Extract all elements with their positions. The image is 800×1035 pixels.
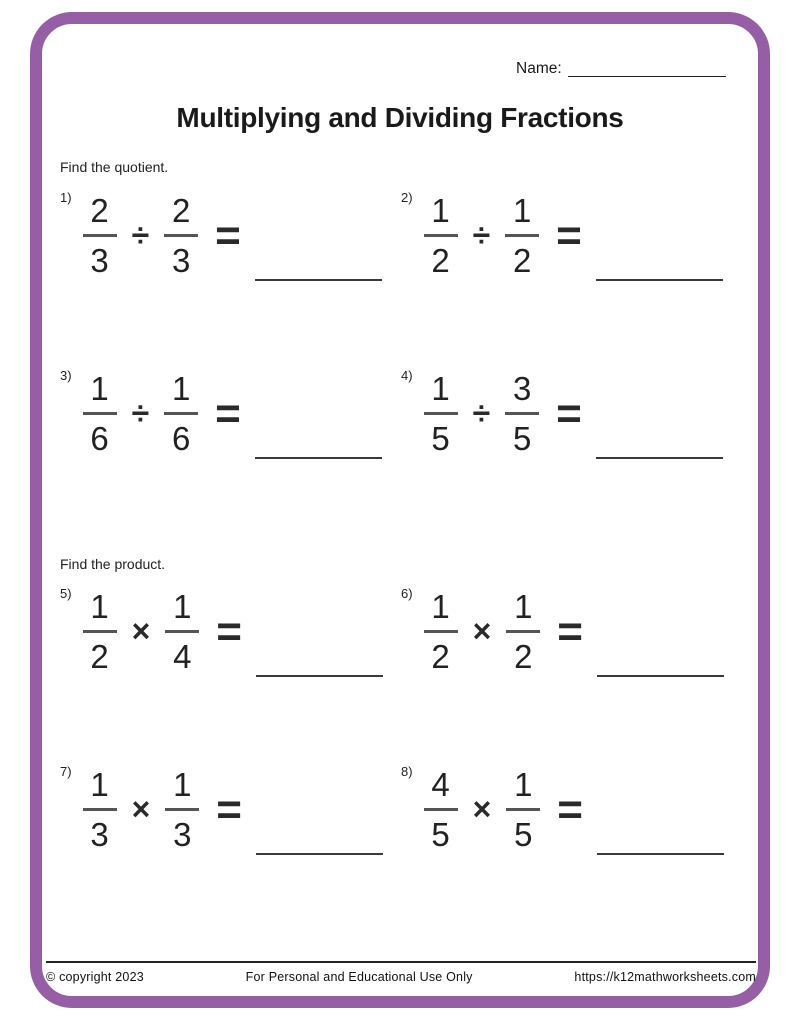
equals-sign: = <box>557 784 583 834</box>
numerator: 3 <box>512 370 532 407</box>
numerator: 2 <box>171 192 191 229</box>
numerator: 1 <box>90 370 109 407</box>
denominator: 5 <box>514 815 533 853</box>
fraction-1 <box>83 372 117 455</box>
answer-line <box>596 457 723 459</box>
problem-number: 2) <box>401 190 413 205</box>
instruction-product: Find the product. <box>60 556 166 572</box>
denominator: 3 <box>173 815 192 853</box>
equation <box>424 768 724 851</box>
denominator: 3 <box>90 241 109 279</box>
equals-sign: = <box>215 388 241 438</box>
equation <box>83 590 383 673</box>
denominator: 2 <box>431 637 450 675</box>
fraction-1 <box>83 194 117 277</box>
equals-sign: = <box>216 784 242 834</box>
fraction-1 <box>424 194 458 277</box>
equation <box>424 194 723 277</box>
problem-number: 7) <box>60 764 72 779</box>
name-blank-line <box>568 62 726 77</box>
footer-divider <box>46 961 756 963</box>
answer-line <box>596 279 723 281</box>
denominator: 3 <box>171 241 191 279</box>
numerator: 1 <box>514 588 533 625</box>
fraction-2 <box>506 590 540 673</box>
answer-line <box>597 675 724 677</box>
denominator: 5 <box>431 815 450 853</box>
fraction-1 <box>424 768 458 851</box>
problem-number: 3) <box>60 368 72 383</box>
numerator: 1 <box>512 192 532 229</box>
multiplication-operator: × <box>472 791 492 828</box>
equals-sign: = <box>215 210 241 260</box>
denominator: 5 <box>512 419 532 457</box>
footer-copyright: © copyright 2023 <box>46 970 144 984</box>
footer-usage: For Personal and Educational Use Only <box>245 970 473 984</box>
denominator: 5 <box>431 419 450 457</box>
answer-line <box>256 675 383 677</box>
multiplication-operator: × <box>472 613 492 650</box>
equals-sign: = <box>556 388 582 438</box>
denominator: 6 <box>90 419 109 457</box>
fraction-2 <box>164 372 198 455</box>
problem-number: 6) <box>401 586 413 601</box>
equals-sign: = <box>556 210 582 260</box>
numerator: 1 <box>90 766 109 803</box>
problem-number: 5) <box>60 586 72 601</box>
denominator: 2 <box>512 241 532 279</box>
problem-number: 4) <box>401 368 413 383</box>
fraction-2 <box>505 372 539 455</box>
denominator: 2 <box>431 241 450 279</box>
instruction-quotient: Find the quotient. <box>60 159 169 175</box>
numerator: 1 <box>173 766 192 803</box>
answer-line <box>597 853 724 855</box>
answer-line <box>256 853 383 855</box>
problem-number: 8) <box>401 764 413 779</box>
fraction-1 <box>424 590 458 673</box>
numerator: 1 <box>514 766 533 803</box>
denominator: 3 <box>90 815 109 853</box>
problem-5 <box>60 584 383 673</box>
division-operator: ÷ <box>472 395 491 432</box>
footer-url: https://k12mathworksheets.com <box>574 970 756 984</box>
denominator: 2 <box>514 637 533 675</box>
division-operator: ÷ <box>131 395 150 432</box>
fraction-2 <box>165 590 199 673</box>
fraction-1 <box>424 372 458 455</box>
fraction-1 <box>83 768 117 851</box>
numerator: 1 <box>173 588 192 625</box>
fraction-2 <box>506 768 540 851</box>
denominator: 6 <box>171 419 191 457</box>
equation <box>83 372 382 455</box>
numerator: 1 <box>431 370 450 407</box>
problem-4 <box>401 366 723 455</box>
answer-line <box>255 279 382 281</box>
equals-sign: = <box>557 606 583 656</box>
division-operator: ÷ <box>131 217 150 254</box>
fraction-2 <box>164 194 198 277</box>
fraction-1 <box>83 590 117 673</box>
multiplication-operator: × <box>131 791 151 828</box>
name-label: Name: <box>516 60 562 77</box>
fraction-2 <box>505 194 539 277</box>
name-field <box>516 60 726 78</box>
problem-number: 1) <box>60 190 72 205</box>
answer-line <box>255 457 382 459</box>
problem-8 <box>401 762 724 851</box>
footer <box>46 970 756 984</box>
problem-2 <box>401 188 723 277</box>
numerator: 4 <box>431 766 450 803</box>
denominator: 2 <box>90 637 109 675</box>
problem-6 <box>401 584 724 673</box>
numerator: 1 <box>431 588 450 625</box>
numerator: 1 <box>431 192 450 229</box>
fraction-2 <box>165 768 199 851</box>
equation <box>424 590 724 673</box>
denominator: 4 <box>173 637 192 675</box>
problem-3 <box>60 366 382 455</box>
equation <box>424 372 723 455</box>
numerator: 1 <box>171 370 191 407</box>
equation <box>83 194 382 277</box>
problem-1 <box>60 188 382 277</box>
numerator: 2 <box>90 192 109 229</box>
numerator: 1 <box>90 588 109 625</box>
problem-7 <box>60 762 383 851</box>
page-title: Multiplying and Dividing Fractions <box>176 102 624 133</box>
equals-sign: = <box>216 606 242 656</box>
division-operator: ÷ <box>472 217 491 254</box>
multiplication-operator: × <box>131 613 151 650</box>
equation <box>83 768 383 851</box>
